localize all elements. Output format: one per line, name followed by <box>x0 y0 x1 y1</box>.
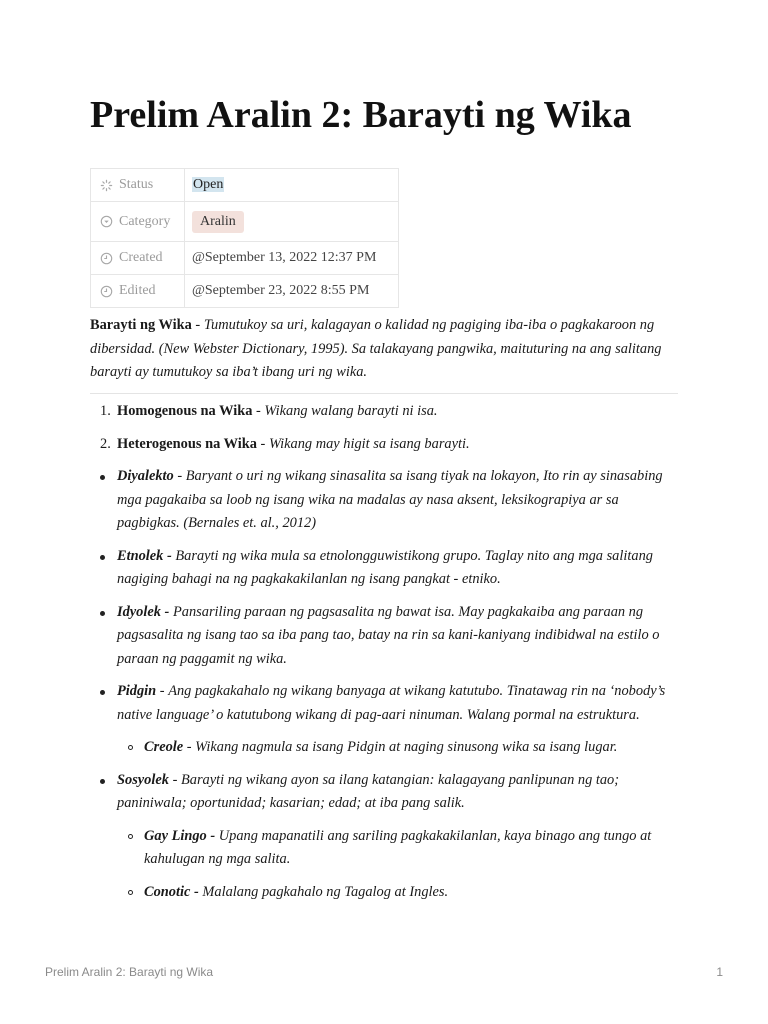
property-row-edited <box>91 275 399 308</box>
properties-table <box>90 168 399 308</box>
property-label-status: Status <box>119 177 154 192</box>
bullet-item <box>90 601 680 672</box>
bullet-item: Sosyolek - Barayti ng wikang ayon sa ilang katangian: kalagayang panlipunan ng tao; paniniwala; oportunidad; kasarian; edad; at iba pang salik. <box>90 769 680 816</box>
status-loading-icon <box>100 179 113 192</box>
item-term: Sosyolek <box>117 771 169 788</box>
sub-bullet-item: Creole - Wikang nagmula sa isang Pidgin at naging sinusong wika sa isang lugar. <box>117 736 680 760</box>
item-definition: Wikang walang barayti ni isa. <box>264 403 438 419</box>
select-circle-icon <box>100 215 113 228</box>
property-label-edited: Edited <box>119 283 156 298</box>
numbered-item: 1. Homogenous na Wika - Wikang walang barayti ni isa. <box>100 403 438 419</box>
numbered-item: 2. Heterogenous na Wika - Wikang may higit sa isang barayti. <box>100 435 470 452</box>
item-term: Pidgin <box>117 683 157 699</box>
status-value[interactable]: Open <box>193 177 224 192</box>
item-term: Conotic - <box>144 883 199 900</box>
item-definition: Barayti ng wika mula sa etnolongguwistikong grupo. Taglay nito ang mga salitang nagiging bahagi na ng pagkakakilanlan ng isang pangkat - etniko. <box>117 547 653 587</box>
page-title: Prelim Aralin 2: Barayti ng Wika <box>90 94 632 136</box>
item-term: Gay Lingo - <box>144 827 216 844</box>
item-term: Homogenous na Wika <box>117 403 253 419</box>
hollow-bullet-icon <box>128 834 133 839</box>
page-number: 1 <box>716 965 723 979</box>
item-term: Creole <box>144 739 184 755</box>
bullet-item: Diyalekto - Baryant o uri ng wikang sinasalita sa isang tiyak na lokayon, Ito rin ay sinasabing mga pagakaiba sa loob ng isang wika na madalas ay nasa aksent, leksikograpiya ar sa pagbigkas. (Bernales et. al., 2012) <box>90 465 680 536</box>
item-definition: Wikang may higit sa isang barayti. <box>268 435 470 452</box>
item-term: Idyolek - <box>117 603 170 620</box>
bullet-item <box>90 545 680 592</box>
category-tag[interactable]: Aralin <box>192 211 244 233</box>
bullet-dot-icon <box>100 611 105 616</box>
clock-icon <box>100 285 113 298</box>
item-definition: Barayti ng wikang ayon sa ilang katangian: kalagayang panlipunan ng tao; paniniwala; oportunidad; kasarian; edad; at iba pang salik. <box>117 771 620 811</box>
bullet-dot-icon <box>100 690 105 695</box>
intro-term: Barayti ng Wika <box>90 317 192 333</box>
item-definition: Wikang nagmula sa isang Pidgin at naging sinusong wika sa isang lugar. <box>195 739 618 755</box>
content-list <box>90 400 680 913</box>
property-row-created <box>91 242 399 275</box>
divider <box>90 393 678 394</box>
hollow-bullet-icon <box>128 890 133 895</box>
item-definition: Malalang pagkahalo ng Tagalog at Ingles. <box>202 883 449 900</box>
item-definition: Upang mapanatili ang sariling pagkakakilanlan, kaya binago ang tungo at kahulugan ng mga salita. <box>144 827 652 867</box>
item-term: Etnolek - <box>117 547 172 564</box>
item-definition: Baryant o uri ng wikang sinasalita sa isang tiyak na lokayon, Ito rin ay sinasabing mga pagakaiba sa loob ng isang wika na madalas ay nasa aksent, leksikograpiya ar sa pagbigkas. (Bernales et. al., 2012) <box>117 468 663 531</box>
hollow-bullet-icon <box>128 745 133 750</box>
property-label-category: Category <box>119 213 171 229</box>
property-label-created: Created <box>119 250 163 265</box>
sub-bullet-item <box>117 881 680 905</box>
property-row-category <box>91 202 399 242</box>
intro-text: Tumutukoy sa uri, kalagayan o kalidad ng pagiging iba-iba o pagkakaroon ng dibersidad. (New Webster Dictionary, 1995). Sa talakayang pangwika, maituturing na ang salitang barayti ay tumutukoy sa iba’t ibang uri ng wika. <box>90 317 662 380</box>
bullet-dot-icon <box>100 779 105 784</box>
item-term: Heterogenous na Wika <box>117 435 257 452</box>
edited-value: @September 23, 2022 8:55 PM <box>185 275 399 308</box>
bullet-item: Pidgin - Ang pagkakahalo ng wikang banyaga at wikang katutubo. Tinatawag rin na ‘nobody’s native language’ o katutubong wikang di pag-aari ninuman. Walang pormal na estruktura. <box>90 680 680 727</box>
item-term: Diyalekto <box>117 468 174 484</box>
created-value: @September 13, 2022 12:37 PM <box>185 242 399 275</box>
item-definition: Ang pagkakahalo ng wikang banyaga at wikang katutubo. Tinatawag rin na ‘nobody’s native language’ o katutubong wikang di pag-aari ninuman. Walang pormal na estruktura. <box>117 683 666 723</box>
footer-title: Prelim Aralin 2: Barayti ng Wika <box>45 965 214 979</box>
bullet-dot-icon <box>100 555 105 560</box>
intro-paragraph: Barayti ng Wika - Tumutukoy sa uri, kalagayan o kalidad ng pagiging iba-iba o pagkakaroon ng dibersidad. (New Webster Dictionary, 1995). Sa talakayang pangwika, maituturing na ang salitang barayti ay tumutukoy sa iba’t ibang uri ng wika. <box>90 317 662 380</box>
property-row-status <box>91 169 399 202</box>
clock-icon <box>100 252 113 265</box>
sub-bullet-item <box>117 825 680 872</box>
bullet-dot-icon <box>100 475 105 480</box>
item-definition: Pansariling paraan ng pagsasalita ng bawat isa. May pagkakaiba ang paraan ng pagsasalita ng isang tao sa iba pang tao, batay na rin sa kani-kaniyang indibidwal na estilo o paraan ng paggamit ng wika. <box>117 603 660 667</box>
